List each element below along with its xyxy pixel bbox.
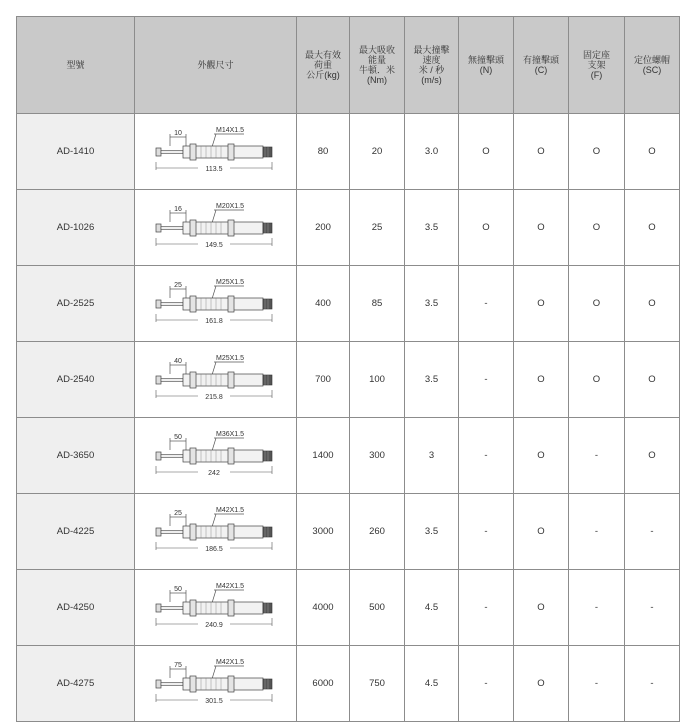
lock-nut xyxy=(228,524,234,540)
f-cell: - xyxy=(569,570,625,646)
stop-nut xyxy=(190,600,196,616)
table-row xyxy=(17,494,680,570)
energy-cell: 100 xyxy=(350,342,405,418)
energy-cell: 750 xyxy=(350,646,405,722)
lock-nut xyxy=(228,448,234,464)
sc-cell: O xyxy=(625,114,680,190)
stroke-label: 25 xyxy=(173,282,182,289)
sc-cell: O xyxy=(625,266,680,342)
f-cell: O xyxy=(569,190,625,266)
model-cell xyxy=(17,570,135,646)
n-cell: - xyxy=(459,418,514,494)
model-label: AD-3650 xyxy=(56,450,95,461)
speed-cell: 3 xyxy=(405,418,459,494)
stroke-label: 75 xyxy=(173,662,182,669)
model-cell xyxy=(17,190,135,266)
f-cell: O xyxy=(569,342,625,418)
header-c: 有撞擊頭 (C) xyxy=(514,17,569,114)
dimension-drawing-cell xyxy=(135,114,297,190)
energy-cell: 300 xyxy=(350,418,405,494)
mass-cell: 6000 xyxy=(297,646,350,722)
piston-rod xyxy=(161,303,183,306)
button-head xyxy=(156,376,161,384)
length-label: 149.5 xyxy=(204,242,223,249)
speed-cell: 3.5 xyxy=(405,494,459,570)
energy-cell: 500 xyxy=(350,570,405,646)
table-row xyxy=(17,190,680,266)
sc-cell: - xyxy=(625,494,680,570)
adjust-knob xyxy=(263,147,272,157)
model-cell xyxy=(17,494,135,570)
length-label: 186.5 xyxy=(204,546,223,553)
adjust-knob xyxy=(263,299,272,309)
button-head xyxy=(156,680,161,688)
mass-cell: 200 xyxy=(297,190,350,266)
model-cell xyxy=(17,114,135,190)
stroke-label: 50 xyxy=(173,434,182,441)
header-dimension: 外觀尺寸 xyxy=(135,17,297,114)
n-cell: - xyxy=(459,266,514,342)
length-label: 301.5 xyxy=(204,698,223,705)
stop-nut xyxy=(190,448,196,464)
model-cell xyxy=(17,266,135,342)
stroke-label: 25 xyxy=(173,510,182,517)
spec-table-container xyxy=(16,16,680,722)
model-cell xyxy=(17,418,135,494)
shock-absorber-drawing xyxy=(146,652,286,712)
c-cell: O xyxy=(514,646,569,722)
header-model: 型號 xyxy=(17,17,135,114)
shock-absorber-drawing xyxy=(146,424,286,484)
button-head xyxy=(156,300,161,308)
shock-absorber-drawing xyxy=(146,348,286,408)
mass-cell: 80 xyxy=(297,114,350,190)
length-label: 161.8 xyxy=(204,318,223,325)
speed-cell: 3.5 xyxy=(405,190,459,266)
shock-absorber-drawing xyxy=(146,196,286,256)
shock-absorber-spec-table xyxy=(16,16,680,722)
dimension-drawing-cell xyxy=(135,266,297,342)
shock-absorber-drawing xyxy=(146,500,286,560)
mass-cell: 3000 xyxy=(297,494,350,570)
c-cell: O xyxy=(514,494,569,570)
energy-cell: 260 xyxy=(350,494,405,570)
header-n: 無撞擊頭 (N) xyxy=(459,17,514,114)
speed-cell: 4.5 xyxy=(405,646,459,722)
sc-cell: O xyxy=(625,190,680,266)
table-row xyxy=(17,646,680,722)
dimension-drawing-cell xyxy=(135,494,297,570)
f-cell: O xyxy=(569,266,625,342)
n-cell: O xyxy=(459,114,514,190)
adjust-knob xyxy=(263,679,272,689)
lock-nut xyxy=(228,296,234,312)
piston-rod xyxy=(161,379,183,382)
stroke-label: 16 xyxy=(173,206,182,213)
length-label: 113.5 xyxy=(205,166,222,173)
model-cell xyxy=(17,342,135,418)
button-head xyxy=(156,224,161,232)
mass-cell: 700 xyxy=(297,342,350,418)
stroke-label: 10 xyxy=(173,130,182,137)
adjust-knob xyxy=(263,223,272,233)
c-cell: O xyxy=(514,266,569,342)
button-head xyxy=(156,148,161,156)
shock-absorber-drawing xyxy=(146,576,286,636)
thread-label: M14X1.5 xyxy=(215,127,244,134)
thread-label: M42X1.5 xyxy=(215,507,244,514)
length-label: 215.8 xyxy=(204,394,223,401)
adjust-knob xyxy=(263,603,272,613)
piston-rod xyxy=(161,607,183,610)
model-label: AD-4275 xyxy=(56,678,95,689)
stop-nut xyxy=(190,144,196,160)
table-row xyxy=(17,418,680,494)
c-cell: O xyxy=(514,418,569,494)
sc-cell: O xyxy=(625,418,680,494)
model-label: AD-2540 xyxy=(56,374,95,385)
stroke-label: 50 xyxy=(173,586,182,593)
adjust-knob xyxy=(263,375,272,385)
stop-nut xyxy=(190,220,196,236)
piston-rod xyxy=(161,683,183,686)
stroke-label: 40 xyxy=(173,358,182,365)
stop-nut xyxy=(190,296,196,312)
mass-cell: 1400 xyxy=(297,418,350,494)
table-row xyxy=(17,570,680,646)
piston-rod xyxy=(161,227,183,230)
shock-absorber-drawing xyxy=(146,120,286,180)
button-head xyxy=(156,452,161,460)
length-label: 242 xyxy=(207,470,220,477)
adjust-knob xyxy=(263,451,272,461)
thread-label: M25X1.5 xyxy=(215,355,244,362)
table-row xyxy=(17,266,680,342)
dimension-drawing-cell xyxy=(135,418,297,494)
dimension-drawing-cell xyxy=(135,570,297,646)
dimension-drawing-cell xyxy=(135,646,297,722)
speed-cell: 3.5 xyxy=(405,342,459,418)
energy-cell: 85 xyxy=(350,266,405,342)
model-label: AD-2525 xyxy=(56,298,95,309)
piston-rod xyxy=(161,455,183,458)
adjust-knob xyxy=(263,527,272,537)
piston-rod xyxy=(161,531,183,534)
header-f: 固定座 支架 (F) xyxy=(569,17,625,114)
shock-absorber-drawing xyxy=(146,272,286,332)
speed-cell: 3.0 xyxy=(405,114,459,190)
model-label: AD-4250 xyxy=(56,602,95,613)
table-row xyxy=(17,342,680,418)
model-cell xyxy=(17,646,135,722)
n-cell: - xyxy=(459,646,514,722)
energy-cell: 20 xyxy=(350,114,405,190)
f-cell: - xyxy=(569,494,625,570)
c-cell: O xyxy=(514,570,569,646)
n-cell: - xyxy=(459,342,514,418)
header-mass: 最大有效 荷重 公斤(kg) xyxy=(297,17,350,114)
lock-nut xyxy=(228,144,234,160)
f-cell: O xyxy=(569,114,625,190)
mass-cell: 400 xyxy=(297,266,350,342)
f-cell: - xyxy=(569,418,625,494)
dimension-drawing-cell xyxy=(135,342,297,418)
lock-nut xyxy=(228,372,234,388)
thread-label: M20X1.5 xyxy=(215,203,244,210)
c-cell: O xyxy=(514,342,569,418)
f-cell: - xyxy=(569,646,625,722)
n-cell: O xyxy=(459,190,514,266)
model-label: AD-1026 xyxy=(56,222,95,233)
button-head xyxy=(156,528,161,536)
n-cell: - xyxy=(459,570,514,646)
model-label: AD-4225 xyxy=(56,526,95,537)
sc-cell: - xyxy=(625,570,680,646)
header-sc: 定位螺帽 (SC) xyxy=(625,17,680,114)
thread-label: M42X1.5 xyxy=(215,659,244,666)
sc-cell: O xyxy=(625,342,680,418)
lock-nut xyxy=(228,676,234,692)
stop-nut xyxy=(190,676,196,692)
header-row xyxy=(17,17,680,114)
header-speed: 最大撞擊 速度 米 / 秒 (m/s) xyxy=(405,17,459,114)
sc-cell: - xyxy=(625,646,680,722)
c-cell: O xyxy=(514,114,569,190)
lock-nut xyxy=(228,220,234,236)
thread-label: M25X1.5 xyxy=(215,279,244,286)
c-cell: O xyxy=(514,190,569,266)
stop-nut xyxy=(190,372,196,388)
header-energy: 最大吸收 能量 牛頓．米 (Nm) xyxy=(350,17,405,114)
table-row xyxy=(17,114,680,190)
dimension-drawing-cell xyxy=(135,190,297,266)
speed-cell: 4.5 xyxy=(405,570,459,646)
energy-cell: 25 xyxy=(350,190,405,266)
piston-rod xyxy=(161,151,183,154)
speed-cell: 3.5 xyxy=(405,266,459,342)
length-label: 240.9 xyxy=(204,622,223,629)
thread-label: M36X1.5 xyxy=(215,431,244,438)
stop-nut xyxy=(190,524,196,540)
n-cell: - xyxy=(459,494,514,570)
lock-nut xyxy=(228,600,234,616)
model-label: AD-1410 xyxy=(56,146,95,157)
button-head xyxy=(156,604,161,612)
mass-cell: 4000 xyxy=(297,570,350,646)
thread-label: M42X1.5 xyxy=(215,583,244,590)
